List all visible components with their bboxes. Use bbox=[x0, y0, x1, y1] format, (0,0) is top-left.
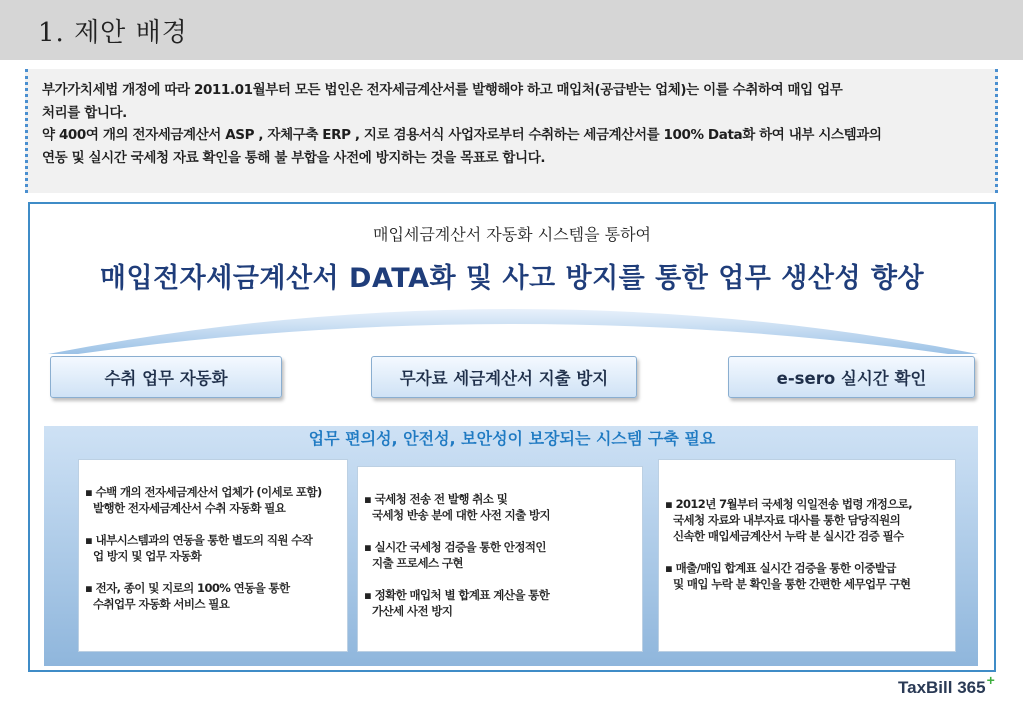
bullet-line: ▪ 매출/매입 합계표 실시간 검증을 통한 이중발급 bbox=[665, 561, 896, 575]
arc-decoration bbox=[48, 294, 978, 354]
bullet-item bbox=[85, 580, 341, 612]
panel-expense bbox=[357, 466, 643, 652]
bullet-line: 국세청 자료와 내부자료 대사를 통한 담당직원의 bbox=[673, 513, 901, 527]
bullet-item bbox=[364, 587, 636, 619]
bullet-item bbox=[665, 560, 949, 592]
bullet-line: ▪ 실시간 국세청 검증을 통한 안정적인 bbox=[364, 540, 546, 554]
page-title: 1. 제안 배경 bbox=[38, 18, 188, 48]
taxbill-logo bbox=[898, 672, 995, 698]
pill-receipt-automation: 수취 업무 자동화 bbox=[50, 356, 282, 398]
bullet-item bbox=[364, 539, 636, 571]
bullet-line: ▪ 2012년 7월부터 국세청 익일전송 법령 개정으로, bbox=[665, 497, 913, 511]
bullet-line: ▪ 정확한 매입처 별 합계표 계산을 통한 bbox=[364, 588, 550, 602]
bullet-line: 발행한 전자세금계산서 수취 자동화 필요 bbox=[93, 501, 286, 515]
bullet-item bbox=[85, 532, 341, 564]
bullet-line: ▪ 수백 개의 전자세금계산서 업체가 (이세로 포함) bbox=[85, 485, 322, 499]
bullet-line: 신속한 매입세금계산서 누락 분 실시간 검증 필수 bbox=[673, 529, 904, 543]
intro-line: 연동 및 실시간 국세청 자료 확인을 통해 불 부합을 사전에 방지하는 것을 목표로 합니다. bbox=[42, 149, 546, 166]
title-bar bbox=[0, 0, 1023, 60]
panel-esero bbox=[658, 459, 956, 652]
intro-line: 처리를 합니다. bbox=[42, 104, 127, 121]
bullet-item bbox=[665, 496, 949, 544]
bullet-line: ▪ 전자, 종이 및 지로의 100% 연동을 통한 bbox=[85, 581, 290, 595]
bullet-line: ▪ 국세청 전송 전 발행 취소 및 bbox=[364, 492, 508, 506]
bullet-line: 지출 프로세스 구현 bbox=[372, 556, 463, 570]
plus-icon: + bbox=[986, 672, 995, 688]
bullet-line: 및 매입 누락 분 확인을 통한 간편한 세무업무 구현 bbox=[673, 577, 911, 591]
intro-line: 약 400여 개의 전자세금계산서 ASP , 자체구축 ERP , 지로 겸용서식 사업자로부터 수취하는 세금계산서를 100% Data화 하여 내부 시스템과의 bbox=[42, 127, 882, 143]
intro-box bbox=[25, 69, 998, 193]
bullet-line: ▪ 내부시스템과의 연동을 통한 별도의 직원 수작 bbox=[85, 533, 313, 547]
intro-line: 부가가치세법 개정에 따라 2011.01월부터 모든 법인은 전자세금계산서를 발행해야 하고 매입처(공급받는 업체)는 이를 수취하여 매입 업무 bbox=[42, 82, 843, 98]
bullet-line: 수취업무 자동화 서비스 필요 bbox=[93, 597, 230, 611]
logo-text: TaxBill 365 bbox=[898, 678, 986, 697]
subheading: 매입세금계산서 자동화 시스템을 통하여 bbox=[372, 225, 651, 244]
bullet-line: 가산세 사전 방지 bbox=[372, 604, 453, 618]
need-statement: 업무 편의성, 안전성, 보안성이 보장되는 시스템 구축 필요 bbox=[308, 429, 716, 448]
bullet-item bbox=[364, 491, 636, 523]
bullet-line: 국세청 반송 분에 대한 사전 지출 방지 bbox=[372, 508, 551, 522]
panel-receipt bbox=[78, 459, 348, 652]
bullet-line: 업 방지 및 업무 자동화 bbox=[93, 549, 202, 563]
main-diagram-box bbox=[28, 202, 996, 672]
headline: 매입전자세금계산서 DATA화 및 사고 방지를 통한 업무 생산성 향상 bbox=[99, 263, 925, 294]
bullet-item bbox=[85, 484, 341, 516]
pill-esero-check: e-sero 실시간 확인 bbox=[728, 356, 975, 398]
pill-expense-prevention: 무자료 세금계산서 지출 방지 bbox=[371, 356, 637, 398]
